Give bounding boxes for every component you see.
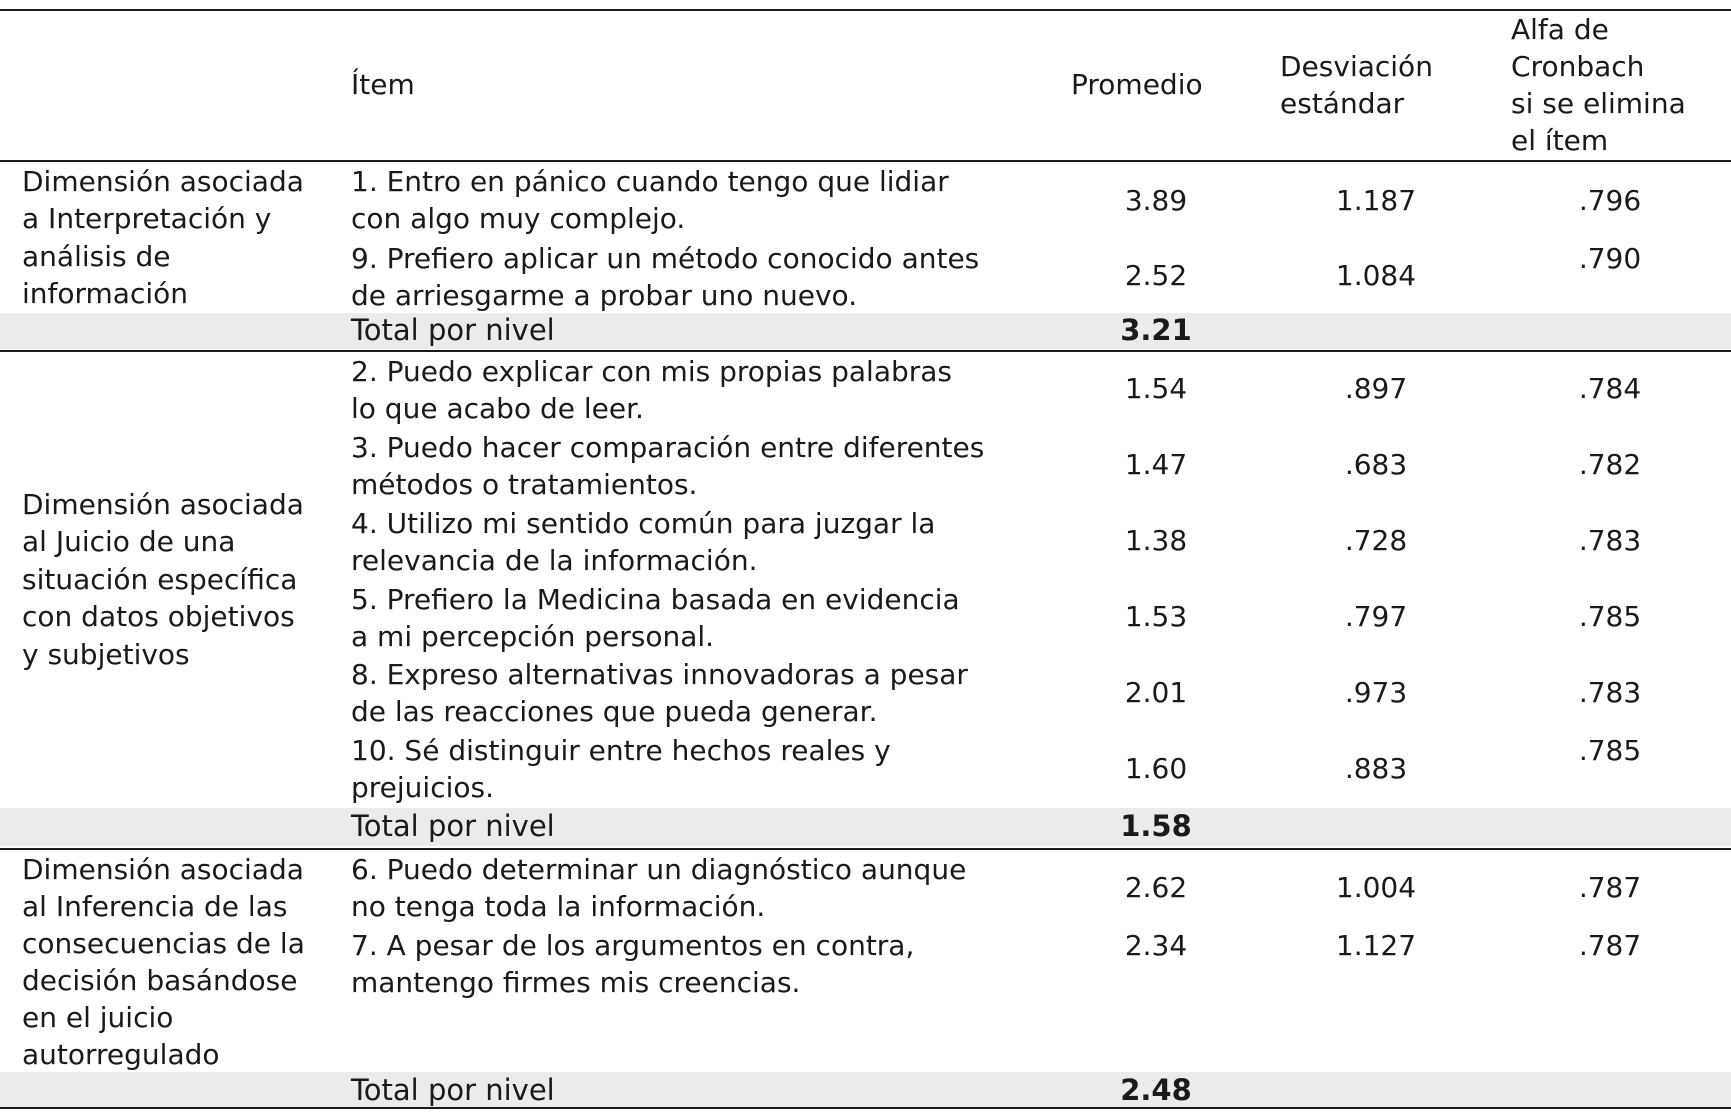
item-9-text: 9. Prefiero aplicar un método conocido antes	[351, 242, 980, 275]
item-5-text: a mi percepción personal.	[351, 620, 715, 653]
item-4-alfa: .783	[1578, 524, 1642, 557]
item-7-desviacion: 1.127	[1335, 929, 1417, 962]
header-alfa-line4: el ítem	[1511, 124, 1609, 157]
item-4-promedio: 1.38	[1124, 524, 1188, 557]
group-1-dimension-line: Dimensión asociada	[22, 165, 304, 198]
item-6-desviacion: 1.004	[1335, 871, 1417, 904]
item-1-text: con algo muy complejo.	[351, 202, 686, 235]
group-2-dimension-line: y subjetivos	[22, 638, 190, 671]
item-10-promedio: 1.60	[1124, 752, 1188, 785]
item-4-desviacion: .728	[1344, 524, 1408, 557]
item-1-promedio: 3.89	[1124, 184, 1188, 217]
item-8-desviacion: .973	[1344, 676, 1408, 709]
item-5-alfa: .785	[1578, 600, 1642, 633]
item-6-text: no tenga toda la información.	[351, 890, 766, 923]
item-7-text: mantengo firmes mis creencias.	[351, 966, 801, 999]
item-2-text: 2. Puedo explicar con mis propias palabras	[351, 355, 953, 388]
item-8-text: 8. Expreso alternativas innovadoras a pesar	[351, 658, 968, 691]
group-3-total-value: 2.48	[1120, 1073, 1192, 1107]
group-2-rule	[0, 848, 1731, 850]
item-4-text: relevancia de la información.	[351, 544, 758, 577]
item-8-promedio: 2.01	[1124, 676, 1188, 709]
header-alfa-line1: Alfa de	[1511, 13, 1609, 46]
group-1-dimension-line: información	[22, 277, 189, 310]
item-3-alfa: .782	[1578, 448, 1642, 481]
header-alfa-line2: Cronbach	[1511, 50, 1645, 83]
group-1-dimension-line: análisis de	[22, 240, 171, 273]
item-2-promedio: 1.54	[1124, 372, 1188, 405]
item-7-text: 7. A pesar de los argumentos en contra,	[351, 929, 915, 962]
item-1-text: 1. Entro en pánico cuando tengo que lidiar	[351, 165, 949, 198]
item-5-text: 5. Prefiero la Medicina basada en evidencia	[351, 583, 960, 616]
group-1-total-label: Total por nivel	[351, 313, 555, 347]
group-2-dimension-line: situación específica	[22, 563, 298, 596]
item-3-promedio: 1.47	[1124, 448, 1188, 481]
item-9-alfa: .790	[1578, 242, 1642, 275]
group-2-total-value: 1.58	[1120, 809, 1192, 843]
item-10-text: 10. Sé distinguir entre hechos reales y	[351, 734, 891, 767]
item-5-desviacion: .797	[1344, 600, 1408, 633]
item-10-desviacion: .883	[1344, 752, 1408, 785]
item-10-alfa: .785	[1578, 734, 1642, 767]
header-desviacion-line2: estándar	[1280, 87, 1405, 120]
top-rule	[0, 9, 1731, 11]
item-2-text: lo que acabo de leer.	[351, 392, 644, 425]
item-10-text: prejuicios.	[351, 771, 494, 804]
group-1-rule	[0, 350, 1731, 352]
header-item: Ítem	[351, 68, 415, 101]
header-promedio: Promedio	[1071, 68, 1203, 101]
item-6-text: 6. Puedo determinar un diagnóstico aunque	[351, 853, 967, 886]
group-2-total-label: Total por nivel	[351, 809, 555, 843]
item-5-promedio: 1.53	[1124, 600, 1188, 633]
item-7-promedio: 2.34	[1124, 929, 1188, 962]
group-1-total-value: 3.21	[1120, 313, 1192, 347]
item-2-alfa: .784	[1578, 372, 1642, 405]
item-8-text: de las reacciones que pueda generar.	[351, 695, 878, 728]
group-3-dimension-line: decisión basándose	[22, 964, 298, 997]
item-9-promedio: 2.52	[1124, 259, 1188, 292]
item-7-alfa: .787	[1578, 929, 1642, 962]
item-9-text: de arriesgarme a probar uno nuevo.	[351, 279, 858, 312]
item-6-promedio: 2.62	[1124, 871, 1188, 904]
group-2-dimension-line: al Juicio de una	[22, 525, 236, 558]
item-3-text: métodos o tratamientos.	[351, 468, 698, 501]
item-3-desviacion: .683	[1344, 448, 1408, 481]
group-3-dimension-line: al Inferencia de las	[22, 890, 288, 923]
item-4-text: 4. Utilizo mi sentido común para juzgar la	[351, 507, 936, 540]
item-3-text: 3. Puedo hacer comparación entre diferentes	[351, 431, 985, 464]
group-1-dimension-line: a Interpretación y	[22, 202, 272, 235]
header-desviacion-line1: Desviación	[1280, 50, 1433, 83]
item-1-alfa: .796	[1578, 184, 1642, 217]
header-alfa-line3: si se elimina	[1511, 87, 1686, 120]
item-1-desviacion: 1.187	[1335, 184, 1417, 217]
group-3-dimension-line: autorregulado	[22, 1038, 220, 1071]
item-9-desviacion: 1.084	[1335, 259, 1417, 292]
group-3-dimension-line: consecuencias de la	[22, 927, 305, 960]
item-6-alfa: .787	[1578, 871, 1642, 904]
group-3-total-label: Total por nivel	[351, 1073, 555, 1107]
group-2-dimension-line: Dimensión asociada	[22, 488, 304, 521]
group-2-dimension-line: con datos objetivos	[22, 600, 295, 633]
header-rule	[0, 160, 1731, 162]
group-3-dimension-line: Dimensión asociada	[22, 853, 304, 886]
item-8-alfa: .783	[1578, 676, 1642, 709]
item-2-desviacion: .897	[1344, 372, 1408, 405]
group-3-dimension-line: en el juicio	[22, 1001, 174, 1034]
